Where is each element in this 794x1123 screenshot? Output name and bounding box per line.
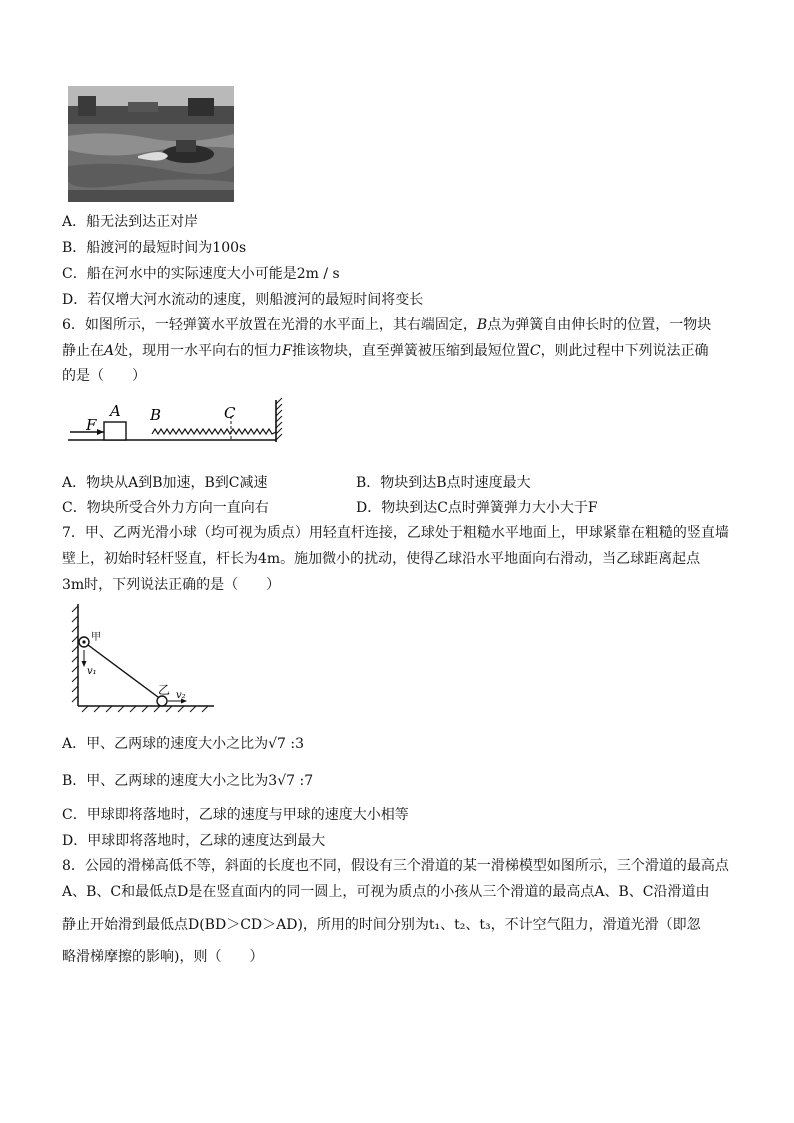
q6-stem-line-2	[62, 342, 709, 360]
label-C: C	[224, 404, 236, 422]
floor-hatching	[82, 706, 208, 712]
spring-diagram-svg	[66, 396, 288, 448]
q5-option-d: D．若仅增大河水流动的速度，则船渡河的最短时间将变长	[62, 292, 424, 308]
q7-option-d: D．甲球即将落地时，乙球的速度达到最大	[62, 833, 326, 849]
spring-coil	[152, 429, 276, 434]
q6-stem-2c: 处，现用一水平向右的恒力	[114, 343, 283, 359]
label-v2: v₂	[176, 690, 186, 701]
force-arrow-head	[97, 429, 104, 435]
label-A: A	[110, 402, 121, 420]
q7-option-c: C．甲球即将落地时，乙球的速度与甲球的速度大小相等	[62, 807, 409, 823]
q6-stem-1b: B	[476, 317, 488, 333]
block-A	[104, 422, 126, 440]
spring-diagram	[66, 396, 288, 448]
q8-stem-line-3: 静止开始滑到最低点D(BD＞CD＞AD)，所用的时间分别为t₁、t₂、t₃，不计空气阻力，滑道光滑（即忽	[62, 917, 701, 933]
wall-hatching-left	[72, 606, 78, 702]
q5-option-a: A．船无法到达正对岸	[62, 214, 199, 230]
q6-stem-2d: F	[282, 343, 292, 359]
label-B: B	[150, 406, 162, 424]
q7-option-b: B．甲、乙两球的速度大小之比为3√7 :7	[62, 773, 314, 789]
q6-option-a: A．物块从A到B加速，B到C减速	[62, 475, 268, 491]
q6-option-b: B．物块到达B点时速度最大	[356, 475, 531, 491]
q6-stem-2b: A	[104, 343, 115, 359]
label-F: F	[86, 416, 97, 434]
q7-stem-line-3: 3m时，下列说法正确的是（ ）	[62, 577, 281, 593]
wall-hatching	[276, 398, 282, 440]
q8-stem-line-1: 8．公园的滑梯高低不等，斜面的长度也不同，假设有三个滑道的某一滑梯模型如图所示，三个滑道的最高点	[62, 858, 729, 874]
q6-stem-2a: 静止在	[62, 343, 104, 359]
q6-stem-1c: 点为弹簧自由伸长时的位置，一物块	[487, 317, 712, 333]
q7-option-a: A．甲、乙两球的速度大小之比为√7 :3	[62, 736, 305, 752]
q6-stem-1a: 6．如图所示，一轻弹簧水平放置在光滑的水平面上，其右端固定，	[62, 317, 477, 333]
river-boat-photo-image	[68, 86, 234, 202]
q7-stem-line-2: 壁上，初始时轻杆竖直，杆长为4m。施加微小的扰动，使得乙球沿水平地面向右滑动，当乙球距离起点	[62, 551, 701, 567]
q5-option-c: C．船在河水中的实际速度大小可能是2m / s	[62, 266, 340, 282]
rod-diagram	[68, 600, 218, 716]
q8-stem-line-2: A、B、C和最低点D是在竖直面内的同一圆上，可视为质点的小孩从三个滑道的最高点A、B、C沿滑道由	[62, 884, 710, 900]
rod-diagram-svg	[68, 600, 218, 716]
v1-arrow-head	[82, 661, 87, 667]
q6-option-d: D．物块到达C点时弹簧弹力大小大于F	[356, 500, 598, 516]
q6-stem-2e: 推该物块，直至弹簧被压缩到最短位置	[291, 343, 530, 359]
q6-option-c: C．物块所受合外力方向一直向右	[62, 500, 269, 516]
label-yi: 乙	[158, 683, 171, 697]
label-v1: v₁	[87, 666, 97, 677]
ball-yi	[157, 696, 167, 706]
q6-stem-2g: ，则此过程中下列说法正确	[540, 343, 709, 359]
q8-stem-line-4: 略滑梯摩擦的影响)，则（ ）	[62, 949, 264, 965]
q6-stem-line-1	[62, 316, 711, 334]
river-boat-photo	[68, 86, 234, 202]
q5-option-b: B．船渡河的最短时间为100s	[62, 240, 247, 256]
q6-stem-2f: C	[529, 343, 541, 359]
label-jia: 甲	[91, 632, 101, 643]
q7-stem-line-1: 7．甲、乙两光滑小球（均可视为质点）用轻直杆连接，乙球处于粗糙水平地面上，甲球紧靠在粗糙的竖直墙	[62, 525, 729, 541]
q6-stem-line-3: 的是（ ）	[62, 368, 146, 384]
